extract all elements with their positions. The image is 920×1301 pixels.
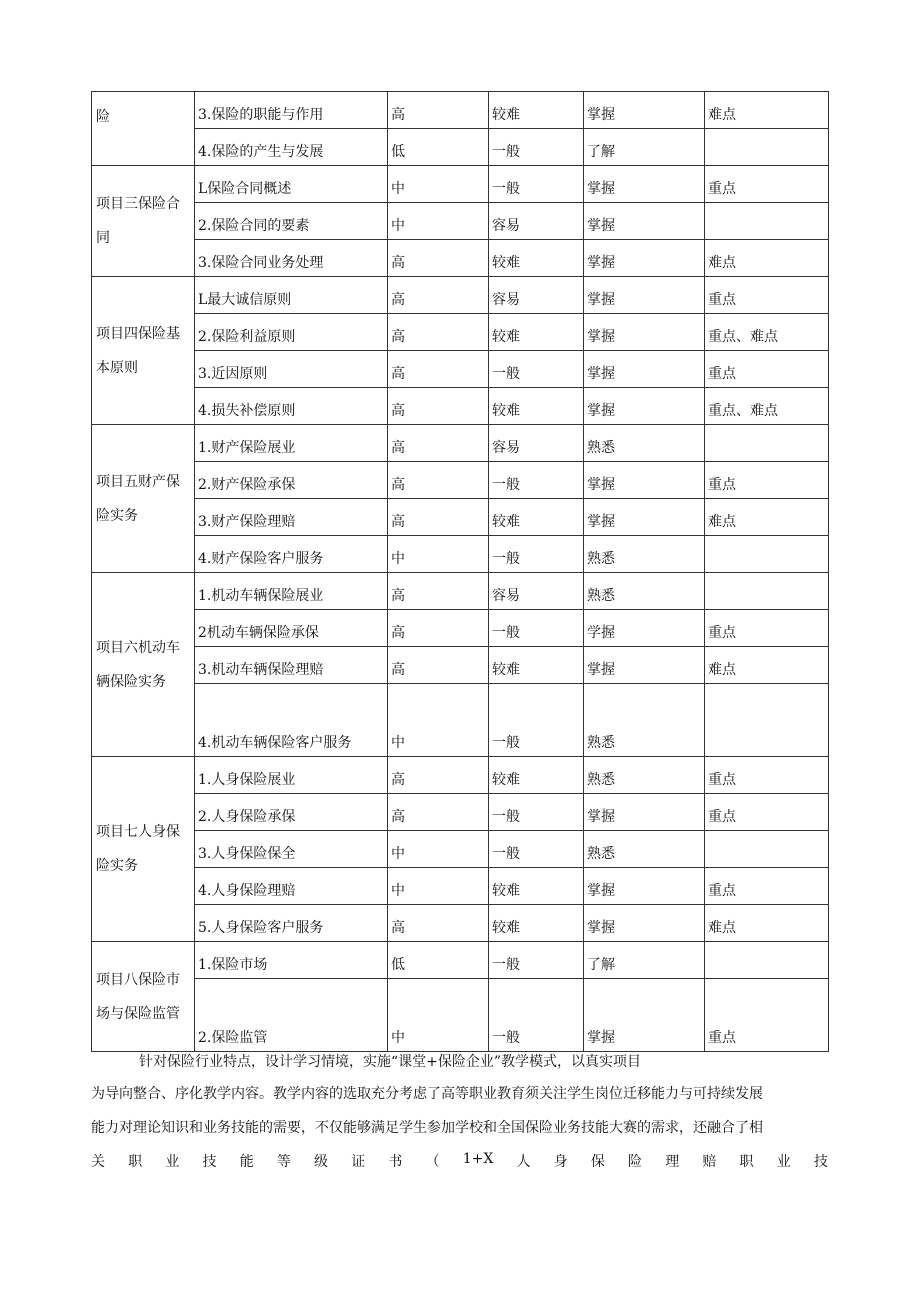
note-cell: 重点 [705, 868, 829, 905]
paragraph-token: 人 [516, 1154, 531, 1170]
paragraph-token: 职 [739, 1154, 754, 1170]
difficulty-cell: 一般 [489, 129, 584, 166]
importance-cell: 高 [388, 647, 489, 684]
table-row [92, 129, 829, 166]
importance-cell: 中 [388, 979, 489, 1052]
topic-cell: 2.财产保险承保 [195, 462, 388, 499]
table-row [92, 388, 829, 425]
topic-cell: 2机动车辆保险承保 [195, 610, 388, 647]
importance-cell: 高 [388, 240, 489, 277]
paragraph-token: 理 [665, 1154, 680, 1170]
requirement-cell: 了解 [584, 129, 705, 166]
paragraph-token: （ [425, 1154, 440, 1170]
table-row [92, 92, 829, 129]
difficulty-cell: 较难 [489, 314, 584, 351]
note-cell: 重点 [705, 166, 829, 203]
importance-cell: 高 [388, 425, 489, 462]
importance-cell: 高 [388, 388, 489, 425]
importance-cell: 中 [388, 868, 489, 905]
paragraph-token: 技 [813, 1154, 828, 1170]
difficulty-cell: 容易 [489, 277, 584, 314]
requirement-cell: 熟悉 [584, 831, 705, 868]
table-row [92, 536, 829, 573]
importance-cell: 中 [388, 684, 489, 757]
difficulty-cell: 一般 [489, 351, 584, 388]
topic-cell: 3.人身保险保全 [195, 831, 388, 868]
table-row [92, 203, 829, 240]
requirement-cell: 掌握 [584, 979, 705, 1052]
paragraph-token: 赔 [702, 1154, 717, 1170]
paragraph-line-2: 为导向整合、序化教学内容。教学内容的选取充分考虑了高等职业教育须关注学生岗位迁移能力与可持续发展 [91, 1086, 763, 1102]
difficulty-cell: 较难 [489, 905, 584, 942]
table-row [92, 425, 829, 462]
requirement-cell: 掌握 [584, 277, 705, 314]
importance-cell: 高 [388, 314, 489, 351]
difficulty-cell: 较难 [489, 757, 584, 794]
requirement-cell: 掌握 [584, 462, 705, 499]
table-row [92, 868, 829, 905]
paragraph-token: 职 [128, 1154, 143, 1170]
difficulty-cell: 一般 [489, 610, 584, 647]
requirement-cell: 熟悉 [584, 425, 705, 462]
importance-cell: 高 [388, 610, 489, 647]
note-cell: 重点 [705, 979, 829, 1052]
note-cell [705, 203, 829, 240]
table-row [92, 831, 829, 868]
topic-cell: 2.保险利益原则 [195, 314, 388, 351]
topic-cell: L保险合同概述 [195, 166, 388, 203]
requirement-cell: 掌握 [584, 499, 705, 536]
importance-cell: 中 [388, 203, 489, 240]
difficulty-cell: 一般 [489, 942, 584, 979]
topic-cell: 4.保险的产生与发展 [195, 129, 388, 166]
topic-cell: 2.保险监管 [195, 979, 388, 1052]
requirement-cell: 掌握 [584, 905, 705, 942]
paragraph-token: 1+X [462, 1151, 494, 1167]
difficulty-cell: 较难 [489, 647, 584, 684]
requirement-cell: 掌握 [584, 240, 705, 277]
topic-cell: 1.机动车辆保险展业 [195, 573, 388, 610]
table-row [92, 757, 829, 794]
paragraph-token: 等 [276, 1154, 291, 1170]
topic-cell: 3.保险合同业务处理 [195, 240, 388, 277]
requirement-cell: 掌握 [584, 351, 705, 388]
importance-cell: 高 [388, 92, 489, 129]
note-cell [705, 684, 829, 757]
difficulty-cell: 较难 [489, 92, 584, 129]
requirement-cell: 熟悉 [584, 536, 705, 573]
table-row [92, 905, 829, 942]
project-cell: 项目八保险市场与保险监管 [92, 942, 195, 1052]
note-cell: 难点 [705, 905, 829, 942]
project-cell: 项目七人身保险实务 [92, 757, 195, 942]
note-cell: 重点 [705, 462, 829, 499]
importance-cell: 高 [388, 351, 489, 388]
table-row [92, 277, 829, 314]
difficulty-cell: 一般 [489, 684, 584, 757]
importance-cell: 中 [388, 831, 489, 868]
topic-cell: 3.近因原则 [195, 351, 388, 388]
difficulty-cell: 一般 [489, 979, 584, 1052]
note-cell: 重点 [705, 757, 829, 794]
note-cell: 重点 [705, 351, 829, 388]
course-content-table [91, 91, 829, 1052]
note-cell: 难点 [705, 499, 829, 536]
paragraph-line-1: 针对保险行业特点，设计学习情境，实施“课堂+保险企业”教学模式，以真实项目 [139, 1054, 642, 1070]
note-cell: 重点 [705, 794, 829, 831]
requirement-cell: 掌握 [584, 794, 705, 831]
table-row [92, 647, 829, 684]
importance-cell: 中 [388, 166, 489, 203]
difficulty-cell: 较难 [489, 240, 584, 277]
table-row [92, 166, 829, 203]
requirement-cell: 掌握 [584, 314, 705, 351]
note-cell: 重点 [705, 277, 829, 314]
table-row [92, 684, 829, 757]
importance-cell: 高 [388, 499, 489, 536]
requirement-cell: 掌握 [584, 647, 705, 684]
paragraph-token: 险 [628, 1154, 643, 1170]
topic-cell: 1.保险市场 [195, 942, 388, 979]
table-row [92, 314, 829, 351]
paragraph-line-4 [91, 1151, 828, 1171]
requirement-cell: 掌握 [584, 92, 705, 129]
paragraph-token: 保 [590, 1154, 605, 1170]
table-row [92, 573, 829, 610]
importance-cell: 高 [388, 277, 489, 314]
project-cell: 险 [92, 92, 195, 166]
topic-cell: 4.财产保险客户服务 [195, 536, 388, 573]
table-row [92, 240, 829, 277]
project-cell: 项目六机动车辆保险实务 [92, 573, 195, 757]
note-cell: 重点 [705, 610, 829, 647]
topic-cell: 1.财产保险展业 [195, 425, 388, 462]
difficulty-cell: 较难 [489, 499, 584, 536]
note-cell [705, 942, 829, 979]
difficulty-cell: 一般 [489, 794, 584, 831]
paragraph-token: 书 [388, 1154, 403, 1170]
requirement-cell: 掌握 [584, 388, 705, 425]
requirement-cell: 了解 [584, 942, 705, 979]
paragraph-token: 身 [553, 1154, 568, 1170]
requirement-cell: 熟悉 [584, 684, 705, 757]
importance-cell: 低 [388, 129, 489, 166]
requirement-cell: 学握 [584, 610, 705, 647]
paragraph-token: 级 [314, 1154, 329, 1170]
importance-cell: 高 [388, 573, 489, 610]
difficulty-cell: 较难 [489, 388, 584, 425]
table-row [92, 351, 829, 388]
difficulty-cell: 容易 [489, 203, 584, 240]
paragraph-token: 业 [165, 1154, 180, 1170]
difficulty-cell: 一般 [489, 536, 584, 573]
note-cell [705, 536, 829, 573]
note-cell [705, 425, 829, 462]
table-row [92, 462, 829, 499]
project-cell: 项目五财产保险实务 [92, 425, 195, 573]
table-row [92, 942, 829, 979]
topic-cell: L最大诚信原则 [195, 277, 388, 314]
topic-cell: 3.机动车辆保险理赔 [195, 647, 388, 684]
difficulty-cell: 较难 [489, 868, 584, 905]
requirement-cell: 熟悉 [584, 757, 705, 794]
topic-cell: 4.机动车辆保险客户服务 [195, 684, 388, 757]
note-cell: 重点、难点 [705, 388, 829, 425]
note-cell [705, 129, 829, 166]
difficulty-cell: 一般 [489, 831, 584, 868]
project-cell: 项目四保险基本原则 [92, 277, 195, 425]
requirement-cell: 掌握 [584, 203, 705, 240]
topic-cell: 2.人身保险承保 [195, 794, 388, 831]
paragraph-token: 证 [351, 1154, 366, 1170]
importance-cell: 高 [388, 905, 489, 942]
project-cell: 项目三保险合同 [92, 166, 195, 277]
importance-cell: 高 [388, 462, 489, 499]
table-row [92, 610, 829, 647]
requirement-cell: 熟悉 [584, 573, 705, 610]
topic-cell: 3.保险的职能与作用 [195, 92, 388, 129]
topic-cell: 4.损失补偿原则 [195, 388, 388, 425]
note-cell: 重点、难点 [705, 314, 829, 351]
topic-cell: 1.人身保险展业 [195, 757, 388, 794]
note-cell: 难点 [705, 240, 829, 277]
topic-cell: 5.人身保险客户服务 [195, 905, 388, 942]
topic-cell: 4.人身保险理赔 [195, 868, 388, 905]
note-cell [705, 573, 829, 610]
note-cell: 难点 [705, 92, 829, 129]
importance-cell: 高 [388, 794, 489, 831]
table-row [92, 979, 829, 1052]
table-row [92, 499, 829, 536]
requirement-cell: 掌握 [584, 868, 705, 905]
topic-cell: 3.财产保险理赔 [195, 499, 388, 536]
importance-cell: 中 [388, 536, 489, 573]
topic-cell: 2.保险合同的要素 [195, 203, 388, 240]
paragraph-token: 技 [202, 1154, 217, 1170]
difficulty-cell: 容易 [489, 573, 584, 610]
table-row [92, 794, 829, 831]
importance-cell: 高 [388, 757, 489, 794]
paragraph-token: 能 [239, 1154, 254, 1170]
paragraph-token: 关 [91, 1154, 105, 1170]
difficulty-cell: 一般 [489, 462, 584, 499]
requirement-cell: 掌握 [584, 166, 705, 203]
note-cell: 难点 [705, 647, 829, 684]
paragraph-line-3: 能力对理论知识和业务技能的需要，不仅能够满足学生参加学校和全国保险业务技能大赛的需求，还融合了相 [91, 1120, 763, 1136]
paragraph-token: 业 [776, 1154, 791, 1170]
difficulty-cell: 容易 [489, 425, 584, 462]
note-cell [705, 831, 829, 868]
difficulty-cell: 一般 [489, 166, 584, 203]
importance-cell: 低 [388, 942, 489, 979]
